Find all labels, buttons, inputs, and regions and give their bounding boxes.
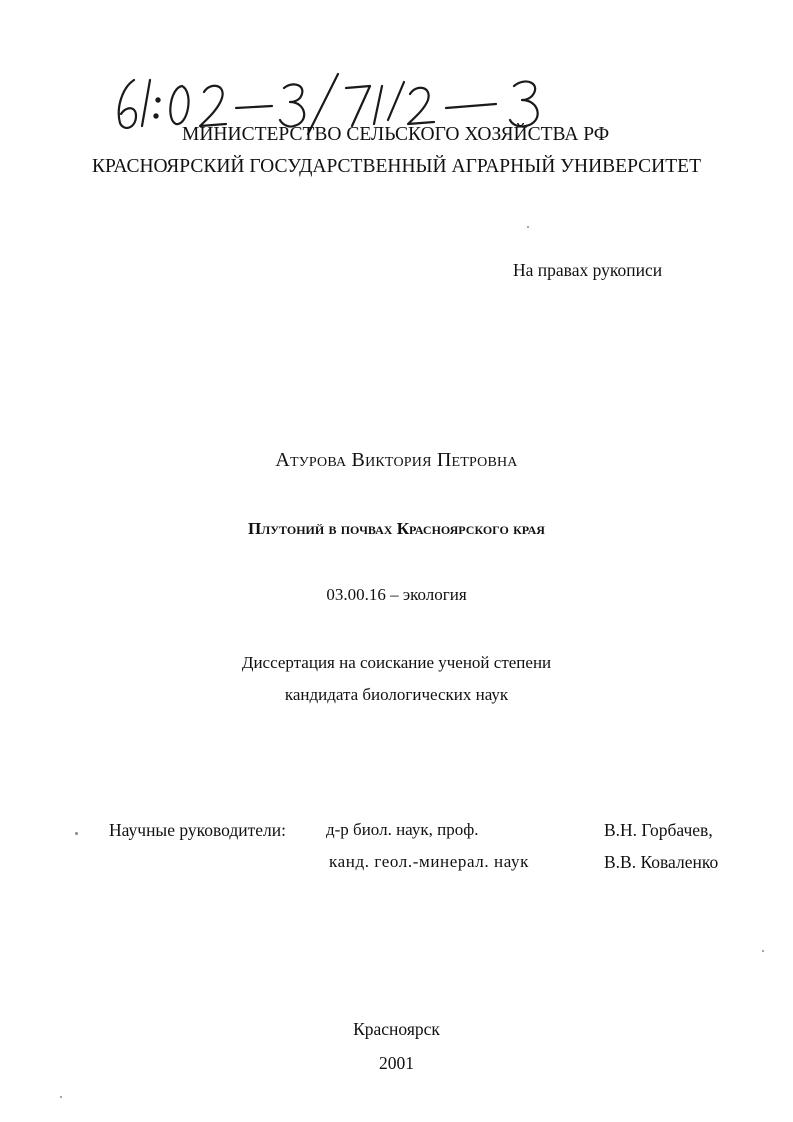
ministry-heading: МИНИСТЕРСТВО СЕЛЬСКОГО ХОЗЯЙСТВА РФ [182,124,610,145]
scan-speck [527,226,529,228]
supervisor-1-name: В.Н. Горбачев, [604,820,713,840]
university-heading: КРАСНОЯРСКИЙ ГОСУДАРСТВЕННЫЙ АГРАРНЫЙ УНИВЕРСИТЕТ [92,156,701,177]
specialty-code: 03.00.16 – экология [326,585,467,604]
scan-speck [60,1096,62,1098]
rights-note: На правах рукописи [513,260,663,280]
supervisor-1-title: д-р биол. наук, проф. [326,820,479,839]
year: 2001 [379,1053,414,1073]
supervisor-2-name: В.В. Коваленко [604,852,719,872]
supervisor-2-title: канд. геол.-минерал. наук [329,852,529,871]
author-name: Атурова Виктория Петровна [275,449,518,471]
dissertation-title: Плутоний в почвах Красноярского края [248,519,545,538]
degree-line-1: Диссертация на соискание ученой степени [241,653,552,672]
city: Красноярск [353,1019,440,1039]
supervisors-label: Научные руководители: [109,820,286,840]
degree-line-2: кандидата биологических наук [284,685,509,704]
scan-speck [762,950,764,952]
scan-speck [75,832,78,835]
